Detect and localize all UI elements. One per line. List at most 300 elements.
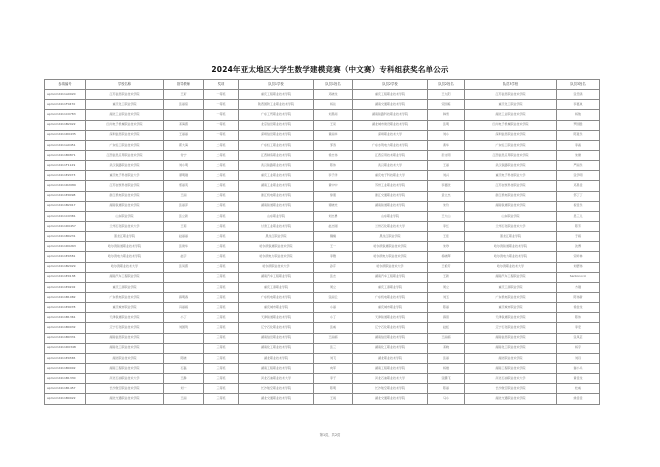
entry-id-cell: apmcm2411D0435 (45, 130, 86, 140)
table-cell: 三等奖 (204, 282, 239, 292)
entry-id-cell: apmcm2411D0263 (45, 242, 86, 252)
table-cell: 哈尔滨铁道职业技术学院 (239, 242, 314, 252)
table-cell: 重庆化工职业学院 (465, 100, 557, 110)
table-cell: 黄华 (428, 140, 465, 150)
table-row (45, 150, 600, 160)
table-cell: 二等奖 (204, 161, 239, 171)
award-table (44, 79, 600, 405)
table-cell: 重庆工商职业学院 (465, 282, 557, 292)
table-cell: 袁立杰 (428, 191, 465, 201)
table-cell: 赵宇 (164, 252, 204, 262)
table-cell: 孙芹 (314, 262, 353, 272)
table-cell: 湖北职业技术学院 (353, 353, 428, 363)
table-cell: 向军 (314, 363, 353, 373)
table-row (45, 374, 600, 384)
table-cell: 浙江机电职业技术学院 (86, 191, 164, 201)
table-row (45, 161, 600, 171)
table-cell: 陕西国防工业职业技术学院 (239, 100, 314, 110)
column-header: 奖项 (204, 80, 239, 90)
table-cell: 张凤芸 (557, 333, 600, 343)
table-cell: 哈尔滨电力职业技术学院 (353, 252, 428, 262)
table-cell: 邓晓 (428, 343, 465, 353)
table-cell: 重庆城市职业学院 (86, 303, 164, 313)
table-cell: 冯丽娟 (164, 303, 204, 313)
table-cell: 王佳 (428, 232, 465, 242)
table-cell: 石磊 (164, 363, 204, 373)
entry-id-cell: apmcm2411B0022 (45, 394, 86, 404)
table-cell: 重庆工程职业技术学院 (239, 90, 314, 100)
table-cell: 刘小 (428, 130, 465, 140)
table-cell: 三等奖 (204, 394, 239, 404)
table-cell: 湖南铁道职业技术学院 (239, 201, 314, 211)
entry-id-cell: apmcm2411D0457 (45, 221, 86, 231)
table-cell: 深圳信息职业技术学院 (239, 130, 314, 140)
table-cell: 广东机电职业技术学院 (239, 292, 314, 302)
table-cell: 湖南工业职业技术学院 (239, 181, 314, 191)
table-cell: 甘肃工业职业技术学院 (239, 221, 314, 231)
table-cell: 张鹏飞 (428, 374, 465, 384)
table-cell: 祝佳乐 (557, 201, 600, 211)
table-cell: 湖南信息职业技术学院 (86, 333, 164, 343)
table-cell: 湖南汽车工程职业学院 (353, 272, 428, 282)
table-cell: 陈伟 (314, 161, 353, 171)
table-cell: 湖南化工职业技术学院 (86, 343, 164, 353)
table-cell: 邓思佳 (557, 181, 600, 191)
entry-id-cell: apmcm2411E0138 (45, 272, 86, 282)
table-cell: 广东水利电力职业技术学院 (353, 140, 428, 150)
table-cell: 广东轻工职业技术学院 (86, 140, 164, 150)
table-cell: 湖北交通职业技术学院 (86, 394, 164, 404)
table-cell: 二等奖 (204, 181, 239, 191)
table-cell (164, 272, 204, 282)
table-cell: 广东机电职业技术学院 (465, 292, 557, 302)
table-cell: 江苏农牧科技职业学院 (465, 181, 557, 191)
table-cell: 湖南汽车工程职业学院 (239, 272, 314, 282)
table-cell: 三等奖 (204, 384, 239, 394)
table-cell: 哈尔滨铁道职业技术学院 (353, 242, 428, 252)
table-cell: 湖南信息职业技术学院 (239, 333, 314, 343)
table-cell: 宋昕林 (557, 252, 600, 262)
table-cell: 朱健 (557, 150, 600, 160)
table-cell: 哈尔滨职业技术大学 (86, 262, 164, 272)
table-row (45, 363, 600, 373)
entry-id-cell: apmcm2411C0381 (45, 211, 86, 221)
table-cell: 张丽 (428, 353, 465, 363)
table-cell: 黄佳龙 (557, 374, 600, 384)
table-cell: 广东轻工职业技术学院 (465, 140, 557, 150)
column-header: 学校名称 (86, 80, 164, 90)
table-cell: 重庆工商职业学院 (239, 282, 314, 292)
table-cell: 湖北工业职业技术学院 (465, 110, 557, 120)
table-cell: 二等奖 (204, 150, 239, 160)
table-cell: 李红 (428, 221, 465, 231)
entry-id-cell: apmcm2411E2073 (45, 171, 86, 181)
table-cell: 辽宁石化职业技术学院 (353, 323, 428, 333)
table-cell: 陈明 (314, 384, 353, 394)
table-cell: 陈楚乐 (557, 130, 600, 140)
table-cell: 刘德伟 (557, 262, 600, 272)
table-cell: 河北石油职业技术大学 (239, 374, 314, 384)
table-cell: 重庆电子科技职业大学 (465, 171, 557, 181)
table-cell: 张三 (314, 343, 353, 353)
table-cell: 三等奖 (204, 363, 239, 373)
table-cell: 浙江机电职业技术学院 (465, 191, 557, 201)
table-cell: 重庆电子科技职业大学 (353, 171, 428, 181)
table-cell: 天津铁道职业技术学院 (465, 313, 557, 323)
table-row (45, 140, 600, 150)
table-cell: 湖北职业技术学院 (465, 353, 557, 363)
table-cell: 湖南化工职业技术学院 (239, 343, 314, 353)
table-cell: 王九阳 (428, 90, 465, 100)
table-cell: 武汉铁路职业技术学院 (86, 161, 164, 171)
table-cell: 湖南铁道职业技术学院 (353, 201, 428, 211)
table-cell: 哈尔滨职业技术大学 (239, 262, 314, 272)
table-row (45, 90, 600, 100)
table-cell: 黑龙江职业学院 (239, 232, 314, 242)
table-row (45, 110, 600, 120)
table-cell: 黑龙江职业学院 (353, 232, 428, 242)
table-cell: 湖南铁路科技职业技术学院 (353, 110, 428, 120)
table-cell: 长沙航空职业技术学院 (353, 384, 428, 394)
table-cell: 小丽 (314, 303, 353, 313)
table-cell: 黑龙江职业学院 (465, 232, 557, 242)
entry-id-cell: apmcm2411C0783 (45, 110, 86, 120)
table-cell: 重庆城市职业学院 (353, 303, 428, 313)
table-cell: 长沙航空职业技术学院 (239, 384, 314, 394)
column-header: 队员2学校 (353, 80, 428, 90)
table-row (45, 272, 600, 282)
table-cell: 重庆电子科技职业大学 (86, 171, 164, 181)
table-cell: 魏楠 (314, 232, 353, 242)
table-cell: 周立 (314, 282, 353, 292)
table-cell (164, 110, 204, 120)
table-cell: 湖南工程职业技术学院 (239, 363, 314, 373)
table-cell: 王丽娟 (428, 333, 465, 343)
table-row (45, 181, 600, 191)
table-cell: 谢小兵 (557, 363, 600, 373)
table-cell: 哈尔滨电力职业技术学院 (465, 252, 557, 262)
table-cell: 河北石油职业技术大学 (86, 374, 164, 384)
table-cell: 王珩 (164, 90, 204, 100)
table-cell: 张威 (314, 323, 353, 333)
table-cell: 小丁 (314, 313, 353, 323)
table-cell: Santonocci (557, 272, 600, 282)
table-cell: 刘志勇 (314, 211, 353, 221)
entry-id-cell: apmcm2411E0098 (45, 191, 86, 201)
table-cell: 重庆工商职业学院 (86, 282, 164, 292)
column-header: 队员3学校 (465, 80, 557, 90)
table-cell: 杨雄 (428, 363, 465, 373)
page-title: 2024年亚太地区大学生数学建模竞赛（中文赛）专科组获奖名单公示 (211, 65, 449, 74)
table-cell: 赵志刚 (314, 221, 353, 231)
table-cell: 湖南汽车工程职业学院 (465, 272, 557, 282)
table-cell: 一等奖 (204, 100, 239, 110)
entry-id-cell: apmcm2411B1082 (45, 292, 86, 302)
table-cell: 陈芳 (557, 221, 600, 231)
table-cell: 辽宁石化职业技术学院 (465, 323, 557, 333)
table-cell: 李子洋 (314, 171, 353, 181)
table-cell (164, 333, 204, 343)
table-cell: 徐金龙 (557, 303, 600, 313)
table-cell: 李淼 (557, 140, 600, 150)
table-cell: 广东工贸职业技术学院 (239, 110, 314, 120)
table-cell: 张仔鸥 (557, 90, 600, 100)
table-cell: 刘思雨 (314, 110, 353, 120)
table-cell: 江苏信息职业技术学院 (465, 90, 557, 100)
table-cell: 广东轻工职业技术学院 (239, 140, 314, 150)
table-cell: 湖南汽车工程职业学院 (86, 272, 164, 282)
table-cell (164, 282, 204, 292)
table-cell: 王丽 (428, 161, 465, 171)
table-cell: 四川电子机械职业技术学院 (86, 120, 164, 130)
table-cell: 陈丽 (428, 303, 465, 313)
table-cell: 谭晓光 (314, 201, 353, 211)
table-cell: 四川电子机械职业技术学院 (465, 120, 557, 130)
table-cell: 彭文明 (428, 150, 465, 160)
table-cell: 邹涛 (314, 140, 353, 150)
table-cell: 徐志伟 (314, 150, 353, 160)
table-cell: 邢丽英 (164, 181, 204, 191)
table-cell: 浙江机电职业技术学院 (239, 191, 314, 201)
table-cell: 哈尔滨电力职业技术学院 (239, 252, 314, 262)
table-cell: 山东职业学院 (86, 211, 164, 221)
table-cell: 付宁 (164, 150, 204, 160)
table-cell: 二等奖 (204, 140, 239, 150)
table-cell: 长沙航空职业技术学院 (465, 384, 557, 394)
table-cell: 山东职业学院 (353, 211, 428, 221)
table-row (45, 313, 600, 323)
table-cell: 张凤霞 (164, 262, 204, 272)
table-cell: 薛思 (428, 313, 465, 323)
table-cell: 邓海霞 (164, 120, 204, 130)
table-cell: 深圳信息职业技术学院 (465, 130, 557, 140)
table-cell: 山东职业学院 (465, 211, 557, 221)
table-cell: 王丽 (164, 394, 204, 404)
table-cell: 小丁 (164, 313, 204, 323)
table-cell: 江西制造职业技术学院 (239, 150, 314, 160)
table-header-row (45, 80, 600, 90)
table-cell: 于娟 (557, 232, 600, 242)
table-row (45, 262, 600, 272)
table-row (45, 191, 600, 201)
table-row (45, 292, 600, 302)
table-cell: 黄中中 (314, 181, 353, 191)
column-header: 指导教师 (164, 80, 204, 90)
table-cell: 长沙航空职业技术学院 (86, 384, 164, 394)
table-cell: 三等奖 (204, 313, 239, 323)
table-cell: 徐朋 (314, 191, 353, 201)
table-cell: 赵丽丽 (164, 232, 204, 242)
table-cell: 王丽丽 (164, 130, 204, 140)
table-cell: 王雨 (314, 394, 353, 404)
column-header: 队员3姓名 (557, 80, 600, 90)
table-cell: 杨晓辉 (428, 252, 465, 262)
table-cell: 一等奖 (204, 130, 239, 140)
table-row (45, 353, 600, 363)
table-cell: 三等奖 (204, 303, 239, 313)
table-cell: 湖北交通职业技术学院 (465, 394, 557, 404)
table-cell: 湖南交通职业技术学院 (353, 100, 428, 110)
table-cell: 江西信息应用职业技术学院 (465, 150, 557, 160)
table-cell: 天津铁道职业技术学院 (353, 313, 428, 323)
table-cell: 刘一 (164, 384, 204, 394)
table-cell: 谭明刚 (164, 171, 204, 181)
table-cell: 二等奖 (204, 252, 239, 262)
table-cell: 一等奖 (204, 120, 239, 130)
table-cell: 辽宁石化职业技术学院 (239, 323, 314, 333)
table-cell: 方刚 (557, 282, 600, 292)
table-cell: 王大山 (428, 211, 465, 221)
table-row (45, 303, 600, 313)
table-row (45, 201, 600, 211)
table-cell: 湖南信息职业技术学院 (353, 333, 428, 343)
table-cell: 李子 (314, 374, 353, 384)
table-cell: 二等奖 (204, 191, 239, 201)
entry-id-cell: apmcm2411B0331 (45, 333, 86, 343)
table-cell: 一等奖 (204, 110, 239, 120)
table-cell: 重庆工商职业学院 (353, 282, 428, 292)
table-cell: 湖北职业技术学院 (239, 353, 314, 363)
table-cell: 重庆城市职业学院 (239, 303, 314, 313)
table-cell: 陈丽 (428, 384, 465, 394)
table-cell: 湖北交通职业技术学院 (239, 394, 314, 404)
table-cell: 王静 (164, 374, 204, 384)
table-cell: 重庆城市职业学院 (465, 303, 557, 313)
table-cell: 武汉铁路职业技术学院 (465, 161, 557, 171)
table-cell: 武汉铁路职业技术学院 (239, 161, 314, 171)
column-header: 队员1学校 (239, 80, 314, 90)
table-cell: 刘飞 (314, 353, 353, 363)
entry-id-cell: apmcm2411B0231 (45, 232, 86, 242)
table-cell: 湖北职业技术学院 (86, 353, 164, 363)
table-cell: 马小 (428, 394, 465, 404)
entry-id-cell: apmcm2411B1457 (45, 384, 86, 394)
table-cell: 杨俊 (557, 110, 600, 120)
table-cell: 广东机电职业技术学院 (86, 292, 164, 302)
table-cell: 刘丹 (557, 353, 600, 363)
table-cell: 杜威 (557, 384, 600, 394)
table-cell: 李嘉欣 (428, 181, 465, 191)
table-cell: 湖北工业职业技术学院 (86, 110, 164, 120)
entry-id-cell: apmcm2411E0202 (45, 282, 86, 292)
table-cell: 哈尔滨电力职业技术学院 (86, 252, 164, 262)
table-row (45, 333, 600, 343)
table-cell: 张立新 (164, 211, 204, 221)
table-cell: 三等奖 (204, 353, 239, 363)
table-row (45, 323, 600, 333)
table-cell: 黄丽华 (314, 130, 353, 140)
table-cell: 二等奖 (204, 171, 239, 181)
table-cell: 二等奖 (204, 262, 239, 272)
table-cell: 兰州石化职业技术大学 (353, 221, 428, 231)
table-cell: 姚佳佳 (557, 394, 600, 404)
table-cell: 广东机电职业技术学院 (353, 292, 428, 302)
table-cell: 河北石油职业技术大学 (465, 374, 557, 384)
table-cell: 哈尔滨职业技术大学 (465, 262, 557, 272)
table-row (45, 171, 600, 181)
table-cell: 周立 (428, 282, 465, 292)
table-cell: 哈尔滨铁道职业技术学院 (86, 242, 164, 252)
table-cell: 三等奖 (204, 374, 239, 384)
table-cell: 李嘉岚 (557, 100, 600, 110)
table-cell: 二等奖 (204, 211, 239, 221)
table-cell: 兰州石化职业技术大学 (465, 221, 557, 231)
entry-id-cell: apmcm2411B2017 (45, 201, 86, 211)
table-row (45, 252, 600, 262)
table-cell: 王莉 (164, 221, 204, 231)
table-cell: 王亮 (314, 120, 353, 130)
table-row (45, 130, 600, 140)
table-cell: 罗国胜 (557, 120, 600, 130)
table-cell: 张明 (428, 120, 465, 130)
table-cell: 刘玉 (428, 292, 465, 302)
table-cell: 哈尔滨铁道职业技术学院 (465, 242, 557, 252)
table-cell: 朱玲 (428, 201, 465, 211)
table-cell: 陈晓 (164, 353, 204, 363)
table-cell: 湖南信息职业技术学院 (465, 333, 557, 343)
table-cell: 王丽 (164, 191, 204, 201)
table-row (45, 282, 600, 292)
entry-id-cell: apmcm2411E0381 (45, 252, 86, 262)
table-cell: 江苏信息职业技术学院 (86, 90, 164, 100)
table-cell: 江西应用技术职业学院 (353, 150, 428, 160)
table-row (45, 343, 600, 353)
table-cell: 刘兴 (428, 171, 465, 181)
table-cell: 二等奖 (204, 221, 239, 231)
table-cell (164, 343, 204, 353)
table-cell: 李宏 (557, 323, 600, 333)
table-cell: 哈尔滨职业技术大学 (353, 262, 428, 272)
table-row (45, 242, 600, 252)
page-footer: 第1页，共2页 (319, 433, 341, 437)
table-cell: 湖南铁道职业技术学院 (86, 201, 164, 211)
table-cell: 邹丁丁 (557, 191, 600, 201)
table-cell: 兰州石化职业技术大学 (86, 221, 164, 231)
table-cell: 郭大海 (164, 140, 204, 150)
table-row (45, 384, 600, 394)
table-cell: 严丽乐 (557, 161, 600, 171)
table-cell: 湖南工程职业技术学院 (86, 363, 164, 373)
table-cell: 刘国利 (164, 323, 204, 333)
table-cell: 李雅 (314, 252, 353, 262)
column-header: 参赛编号 (45, 80, 86, 90)
entry-id-cell: apmcm2411B0032 (45, 323, 86, 333)
table-cell: 二等奖 (204, 201, 239, 211)
table-cell: 深圳信息职业技术学院 (86, 130, 164, 140)
column-header: 队员1姓名 (314, 80, 353, 90)
table-cell: 浙江交通职业技术学院 (353, 191, 428, 201)
table-cell: 刘小明 (164, 161, 204, 171)
table-cell: 三等奖 (204, 343, 239, 353)
table-row (45, 120, 600, 130)
table-body (45, 90, 600, 404)
table-row (45, 100, 600, 110)
table-cell: 吴三儿 (557, 211, 600, 221)
table-cell: 宋国栋 (428, 100, 465, 110)
table-cell: 韩雪 (428, 110, 465, 120)
table-cell: 河北石油职业技术大学 (353, 374, 428, 384)
table-cell: 杨沁 (314, 100, 353, 110)
table-cell: 重庆工程职业技术学院 (353, 90, 428, 100)
table-cell: 三等奖 (204, 323, 239, 333)
entry-id-cell: apmcm2411F1129 (45, 161, 86, 171)
table-cell: 天津铁道职业技术学院 (239, 313, 314, 323)
table-cell: 湖北交通职业技术学院 (353, 394, 428, 404)
table-cell: 天津铁道职业技术学院 (86, 313, 164, 323)
entry-id-cell: apmcm2411D0348 (45, 343, 86, 353)
table-row (45, 211, 600, 221)
table-cell: 湖南铁道职业技术学院 (465, 201, 557, 211)
